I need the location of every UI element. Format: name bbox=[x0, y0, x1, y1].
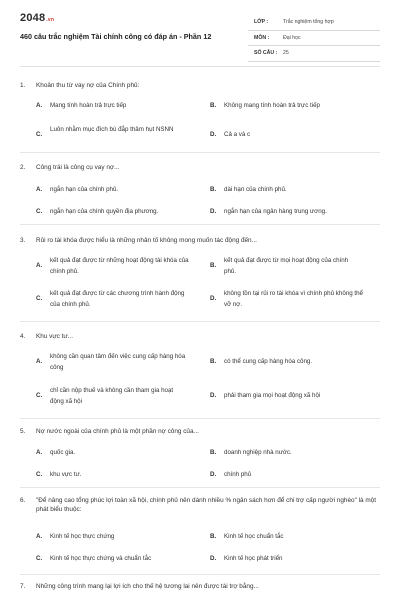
option-text: Luôn nhằm mục đích bù đắp thâm hụt NSNN bbox=[50, 126, 174, 133]
document-title: 460 câu trắc nghiệm Tài chính công có đáp án - Phần 12 bbox=[20, 32, 212, 41]
option-text: Không mang tính hoàn trả trực tiếp bbox=[224, 102, 320, 109]
option-text: khu vực tư. bbox=[50, 471, 82, 478]
option-b[interactable] bbox=[210, 532, 370, 543]
option-d[interactable] bbox=[210, 554, 370, 565]
brand-name: 2048 bbox=[20, 12, 46, 24]
meta-row-count bbox=[248, 46, 380, 62]
brand-logo[interactable] bbox=[20, 12, 54, 24]
question-text bbox=[20, 332, 380, 341]
option-text: Cả a và c bbox=[224, 131, 251, 138]
option-text: kết quả đạt được từ mọi hoạt động của chính phủ. bbox=[224, 257, 349, 275]
option-b[interactable] bbox=[210, 256, 360, 277]
option-letter: B. bbox=[210, 533, 217, 540]
header-divider bbox=[20, 66, 380, 67]
question-number: 1. bbox=[20, 82, 26, 89]
question-separator bbox=[20, 418, 380, 419]
option-text: dài hạn của chính phủ. bbox=[224, 186, 287, 193]
option-text: chính phủ bbox=[224, 471, 252, 478]
question-number: 4. bbox=[20, 333, 26, 340]
option-text: không cần quan tâm đến việc cung cấp hàng hóa công bbox=[50, 353, 186, 371]
option-a[interactable] bbox=[36, 101, 194, 112]
question-body: Khu vực tư... bbox=[36, 333, 73, 340]
meta-label: SỐ CÂU : bbox=[254, 50, 278, 56]
option-c[interactable] bbox=[36, 289, 194, 310]
option-text: quốc gia. bbox=[50, 449, 76, 456]
option-letter: C. bbox=[36, 392, 43, 399]
question-body: "Để nâng cao tổng phúc lợi toàn xã hội, chính phủ nên dành nhiều % ngân sách hơn để chi trợ cấp người nghèo" là một phát biểu thuộc: bbox=[36, 497, 377, 513]
option-letter: A. bbox=[36, 358, 43, 365]
option-letter: C. bbox=[36, 131, 43, 138]
option-letter: C. bbox=[36, 555, 43, 562]
option-c[interactable] bbox=[36, 207, 194, 218]
option-letter: D. bbox=[210, 295, 217, 302]
question-7 bbox=[20, 582, 380, 591]
option-letter: D. bbox=[210, 208, 217, 215]
option-text: ngắn hạn của chính phủ. bbox=[50, 186, 119, 193]
option-d[interactable] bbox=[210, 289, 370, 310]
option-b[interactable] bbox=[210, 357, 370, 368]
option-letter: A. bbox=[36, 449, 43, 456]
option-letter: C. bbox=[36, 295, 43, 302]
option-text: kết quả đạt được từ các chương trình hành động của chính phủ. bbox=[50, 290, 185, 308]
option-c[interactable] bbox=[36, 470, 194, 481]
option-text: ngắn hạn của ngân hàng trung ương. bbox=[224, 208, 327, 215]
question-separator bbox=[20, 487, 380, 488]
question-text bbox=[20, 427, 380, 436]
question-number: 3. bbox=[20, 237, 26, 244]
option-text: doanh nghiệp nhà nước. bbox=[224, 449, 292, 456]
meta-row-class bbox=[248, 15, 380, 31]
option-b[interactable] bbox=[210, 101, 370, 112]
meta-value: Đại học bbox=[283, 34, 301, 41]
question-text bbox=[20, 81, 380, 90]
option-a[interactable] bbox=[36, 532, 194, 543]
option-letter: D. bbox=[210, 555, 217, 562]
document-header bbox=[0, 0, 400, 64]
meta-info-table bbox=[248, 15, 380, 62]
question-separator bbox=[20, 574, 380, 575]
option-text: phải tham gia mọi hoạt động xã hội bbox=[224, 392, 321, 399]
question-text bbox=[20, 236, 380, 245]
option-c[interactable] bbox=[36, 386, 186, 407]
option-letter: B. bbox=[210, 186, 217, 193]
question-1 bbox=[20, 81, 380, 138]
option-letter: D. bbox=[210, 471, 217, 478]
option-letter: B. bbox=[210, 262, 217, 269]
question-4 bbox=[20, 332, 380, 405]
question-number: 6. bbox=[20, 497, 26, 504]
meta-label: MÔN : bbox=[254, 34, 270, 41]
question-body: Khoản thu từ vay nợ của Chính phủ: bbox=[36, 82, 140, 89]
option-text: kết quả đạt được từ những hoạt động tài khóa của chính phủ. bbox=[50, 257, 189, 275]
option-text: có thể cung cấp hàng hóa công. bbox=[224, 358, 313, 365]
question-number: 2. bbox=[20, 164, 26, 171]
option-letter: B. bbox=[210, 449, 217, 456]
option-a[interactable] bbox=[36, 352, 186, 373]
question-body: Những công trình mang lại lợi ích cho thế hệ tương lai nên được tài trợ bằng... bbox=[36, 583, 259, 590]
option-d[interactable] bbox=[210, 391, 370, 402]
meta-row-subject bbox=[248, 31, 380, 47]
meta-value: Trắc nghiệm tổng hợp bbox=[283, 19, 334, 25]
option-letter: D. bbox=[210, 131, 217, 138]
option-a[interactable] bbox=[36, 448, 194, 459]
option-d[interactable] bbox=[210, 130, 370, 141]
option-text: Mang tính hoàn trả trực tiếp bbox=[50, 102, 127, 109]
question-number: 5. bbox=[20, 428, 26, 435]
brand-tld: .vn bbox=[46, 17, 55, 23]
option-letter: A. bbox=[36, 102, 43, 109]
option-d[interactable] bbox=[210, 207, 370, 218]
option-letter: A. bbox=[36, 262, 43, 269]
option-text: Kinh tế học thực chứng bbox=[50, 533, 115, 540]
question-separator bbox=[20, 224, 380, 225]
option-c[interactable] bbox=[36, 125, 176, 136]
option-letter: C. bbox=[36, 208, 43, 215]
option-letter: D. bbox=[210, 392, 217, 399]
question-separator bbox=[20, 152, 380, 153]
option-text: Kinh tế học phát triển bbox=[224, 555, 283, 562]
option-c[interactable] bbox=[36, 554, 194, 565]
option-b[interactable] bbox=[210, 185, 370, 196]
option-letter: C. bbox=[36, 471, 43, 478]
question-3 bbox=[20, 236, 380, 308]
question-body: Công trái là công cụ vay nợ... bbox=[36, 164, 120, 171]
option-text: chỉ cần nộp thuế và không cần tham gia hoạt động xã hội bbox=[50, 387, 174, 405]
option-b[interactable] bbox=[210, 448, 370, 459]
question-2 bbox=[20, 163, 380, 215]
option-d[interactable] bbox=[210, 470, 370, 481]
option-a[interactable] bbox=[36, 185, 194, 196]
meta-value: 25 bbox=[283, 50, 289, 56]
option-letter: B. bbox=[210, 102, 217, 109]
meta-label: LỚP : bbox=[254, 19, 269, 25]
option-text: không tồn tại rủi ro tài khóa vì chính phủ không thể vỡ nợ. bbox=[224, 290, 363, 308]
question-6 bbox=[20, 496, 380, 562]
question-text bbox=[20, 582, 380, 591]
question-number: 7. bbox=[20, 583, 26, 590]
option-text: Kinh tế học chuẩn tắc bbox=[224, 533, 284, 540]
question-body: Nợ nước ngoài của chính phủ là một phần nợ công của... bbox=[36, 428, 199, 435]
question-text bbox=[20, 163, 380, 172]
question-text bbox=[20, 496, 380, 514]
question-separator bbox=[20, 321, 380, 322]
question-body: Rủi ro tài khóa được hiểu là những nhân tố không mong muốn tác động đến... bbox=[36, 237, 257, 244]
option-letter: B. bbox=[210, 358, 217, 365]
question-5 bbox=[20, 427, 380, 478]
option-text: ngắn hạn của chính quyền địa phương. bbox=[50, 208, 159, 215]
option-letter: A. bbox=[36, 533, 43, 540]
option-letter: A. bbox=[36, 186, 43, 193]
option-a[interactable] bbox=[36, 256, 194, 277]
option-text: Kinh tế học thực chứng và chuẩn tắc bbox=[50, 555, 152, 562]
